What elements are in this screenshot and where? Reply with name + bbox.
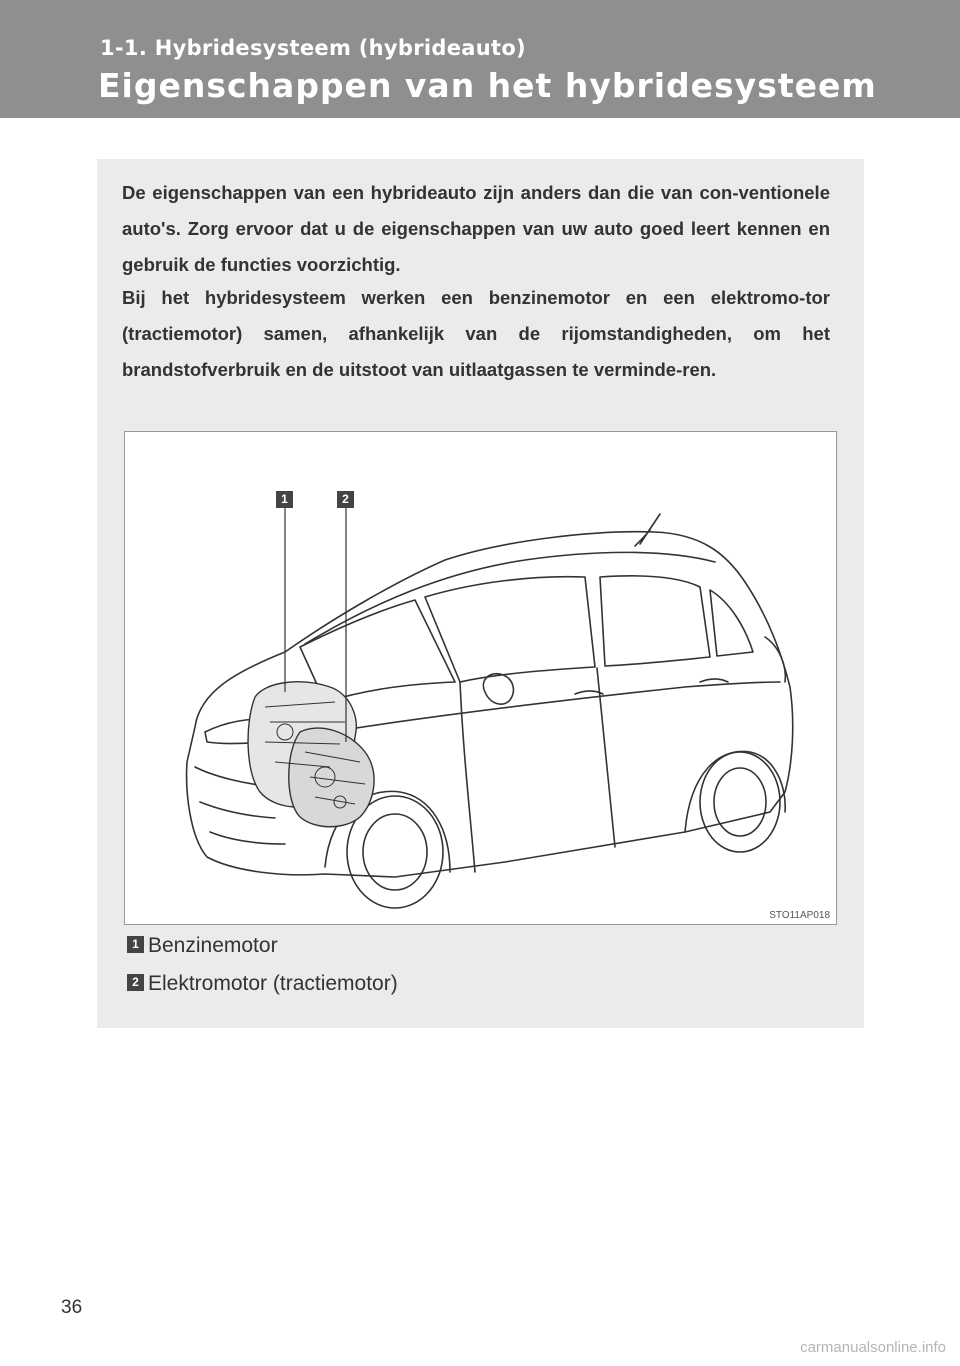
callout-1: 1	[276, 491, 293, 508]
legend-label-1: Benzinemotor	[148, 934, 278, 957]
section-title: 1-1. Hybridesysteem (hybrideauto)	[100, 36, 526, 60]
car-illustration	[124, 431, 837, 925]
car-drawing	[125, 432, 836, 924]
antenna	[635, 514, 660, 546]
intro-paragraph-2: Bij het hybridesysteem werken een benzinemotor en een elektromo-tor (tractiemotor) samen, afhankelijk van de rijomstandigheden, om het brandstofverbruik en de uitstoot van uitlaatgassen te verminde-ren.	[122, 287, 830, 380]
rear-wheel	[700, 752, 780, 852]
figure-code: STO11AP018	[769, 910, 830, 921]
legend-number-1: 1	[127, 936, 144, 953]
callout-2: 2	[337, 491, 354, 508]
page-number: 36	[61, 1297, 83, 1318]
legend-label-2: Elektromotor (tractiemotor)	[148, 972, 398, 995]
watermark: carmanualsonline.info	[800, 1339, 946, 1356]
page-title: Eigenschappen van het hybridesysteem	[98, 66, 877, 105]
legend-item-1	[127, 934, 278, 964]
intro-paragraph-1: De eigenschappen van een hybrideauto zijn anders dan die van con-ventionele auto's. Zorg ervoor dat u de eigenschappen van uw auto goed leert kennen en gebruik de functies voorzichtig.	[122, 182, 830, 275]
page-header	[0, 0, 960, 118]
legend-number-2: 2	[127, 974, 144, 991]
legend-item-2	[127, 972, 398, 1002]
mirror	[483, 674, 513, 704]
